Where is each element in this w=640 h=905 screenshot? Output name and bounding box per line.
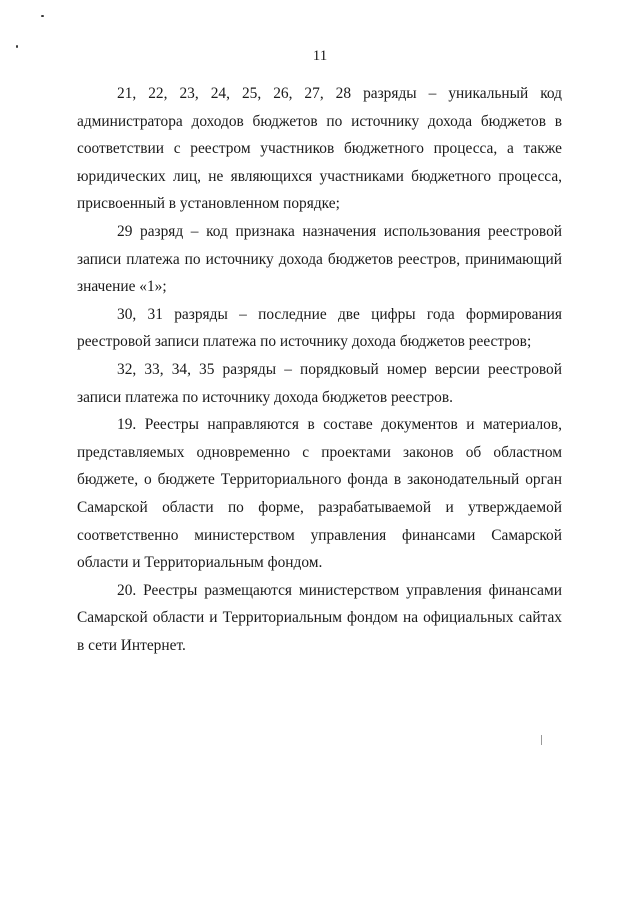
paragraph-digit-29: 29 разряд – код признака назначения использования реестровой записи платежа по источнику дохода бюджетов реестров, принимающий значение «1»; <box>77 222 562 296</box>
paragraph-item-20: 20. Реестры размещаются министерством управления финансами Самарской области и Территориальным фондом на официальных сайтах в сети Интернет. <box>77 581 562 654</box>
paragraph-digits-30-31: 30, 31 разряды – последние две цифры года формирования реестровой записи платежа по источнику дохода бюджетов реестров; <box>77 305 562 351</box>
paragraph-item-19: 19. Реестры направляются в составе документов и материалов, представляемых одновременно с проектами законов об областном бюджете, о бюджете Территориального фонда в законодательный орган Самарской области по форме, разрабатываемой и утверждаемой соответственно министерством управления финансами Самарской области и Территориальным фондом. <box>77 416 562 572</box>
scan-speck-mark <box>41 15 44 17</box>
paragraph-digits-32-35: 32, 33, 34, 35 разряды – порядковый номер версии реестровой записи платежа по источнику дохода бюджетов реестров. <box>77 360 562 406</box>
document-body <box>77 80 562 659</box>
scan-artifact-line <box>541 735 542 745</box>
page-number: 11 <box>312 48 328 64</box>
paragraph-digits-21-28: 21, 22, 23, 24, 25, 26, 27, 28 разряды – уникальный код администратора доходов бюджетов по источнику дохода бюджетов в соответствии с реестром участников бюджетного процесса, а также юридических лиц, не являющихся участниками бюджетного процесса, присвоенный в установленном порядке; <box>77 85 562 213</box>
